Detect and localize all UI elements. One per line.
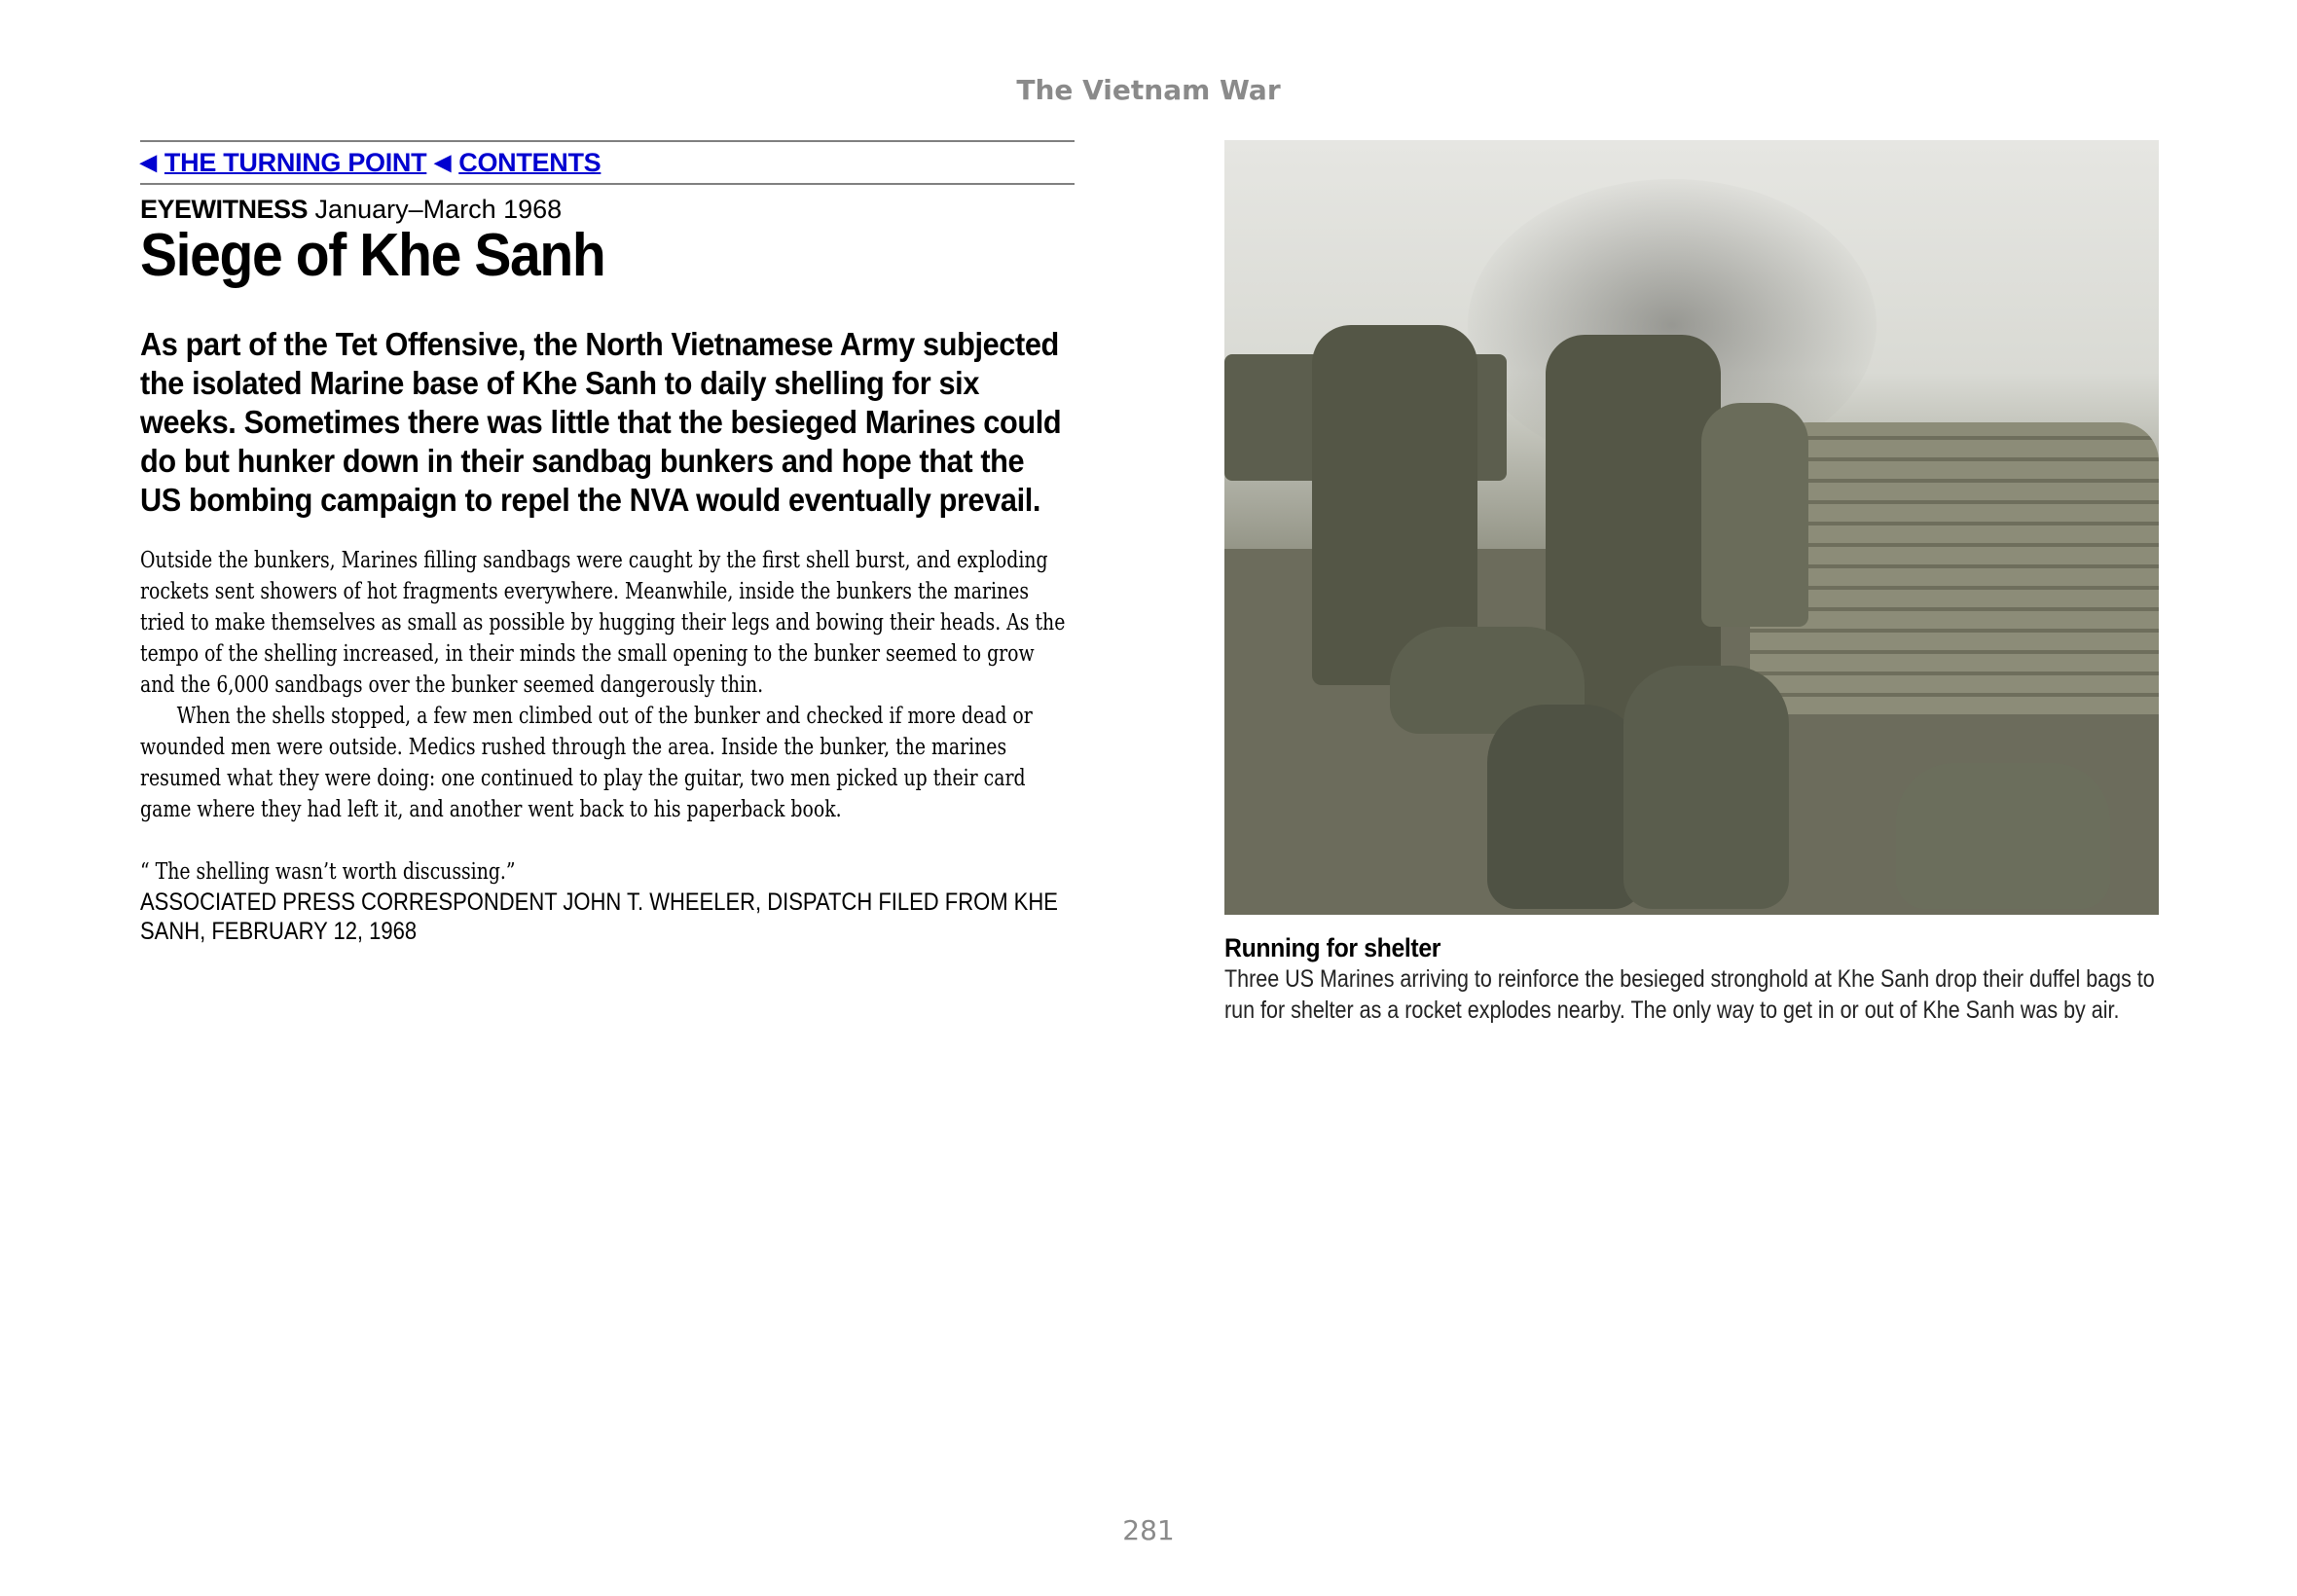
pull-quote: “ The shelling wasn’t worth discussing.” [140, 859, 516, 885]
photo-running-for-shelter [1224, 140, 2159, 915]
article-column [140, 140, 1075, 946]
kicker-label: EYEWITNESS [140, 195, 309, 224]
body-paragraph: Outside the bunkers, Marines filling sandbags were caught by the first shell burst, and exploding rockets sent showers of hot fragments everywhere. Meanwhile, inside the bunkers the marines tried to make themselves as small as possible by hugging their legs and bowing their heads. As the tempo of the shelling increased, in their minds the small opening to the bunker seemed to grow and the 6,000 sandbags over the bunker seemed dangerously thin. [140, 548, 1066, 698]
running-head-title: The Vietnam War [1016, 74, 1281, 106]
link-the-turning-point[interactable]: THE TURNING POINT [164, 147, 427, 177]
link-contents[interactable]: CONTENTS [458, 147, 602, 177]
left-triangle-icon: ◀ [140, 150, 157, 174]
page-number: 281 [1122, 1514, 1175, 1546]
caption-body: Three US Marines arriving to reinforce the besieged stronghold at Khe Sanh drop their duffel bags to run for shelter as a rocket explodes nearby. The only way to get in or out of Khe Sanh was by air. [1224, 965, 2155, 1024]
article-kicker [140, 195, 1075, 224]
photo-duffel-bag [1487, 705, 1643, 909]
kicker-date: January–March 1968 [314, 195, 563, 224]
caption-title: Running for shelter [1224, 933, 1441, 962]
photo-duffel-bag [1896, 763, 2110, 909]
article-body [140, 545, 1074, 825]
photo-sandbag-wall [1750, 422, 2159, 714]
figure-column [1224, 140, 2159, 1026]
left-triangle-icon: ◀ [434, 150, 452, 174]
photo-duffel-bag [1623, 666, 1789, 909]
standfirst: As part of the Tet Offensive, the North Vietnamese Army subjected the isolated Marine base of Khe Sanh to daily shelling for six weeks. Sometimes there was little that the besieged Marines could do but hunker down in their sandbag bunkers and hope that the US bombing campaign to repel the NVA would eventually prevail. [140, 326, 1062, 518]
photo-soldier [1701, 403, 1808, 627]
page-title: Siege of Khe Sanh [140, 222, 605, 289]
quote-attribution: ASSOCIATED PRESS CORRESPONDENT JOHN T. WHEELER, DISPATCH FILED FROM KHE SANH, FEBRUARY 12, 1968 [140, 889, 1058, 945]
breadcrumb-nav [140, 140, 1075, 185]
body-paragraph: When the shells stopped, a few men climbed out of the bunker and checked if more dead or wounded men were outside. Medics rushed through the area. Inside the bunker, the marines resumed what they were doing: one continued to play the guitar, two men picked up their card game where they had left it, and another went back to his paperback book. [140, 704, 1033, 822]
